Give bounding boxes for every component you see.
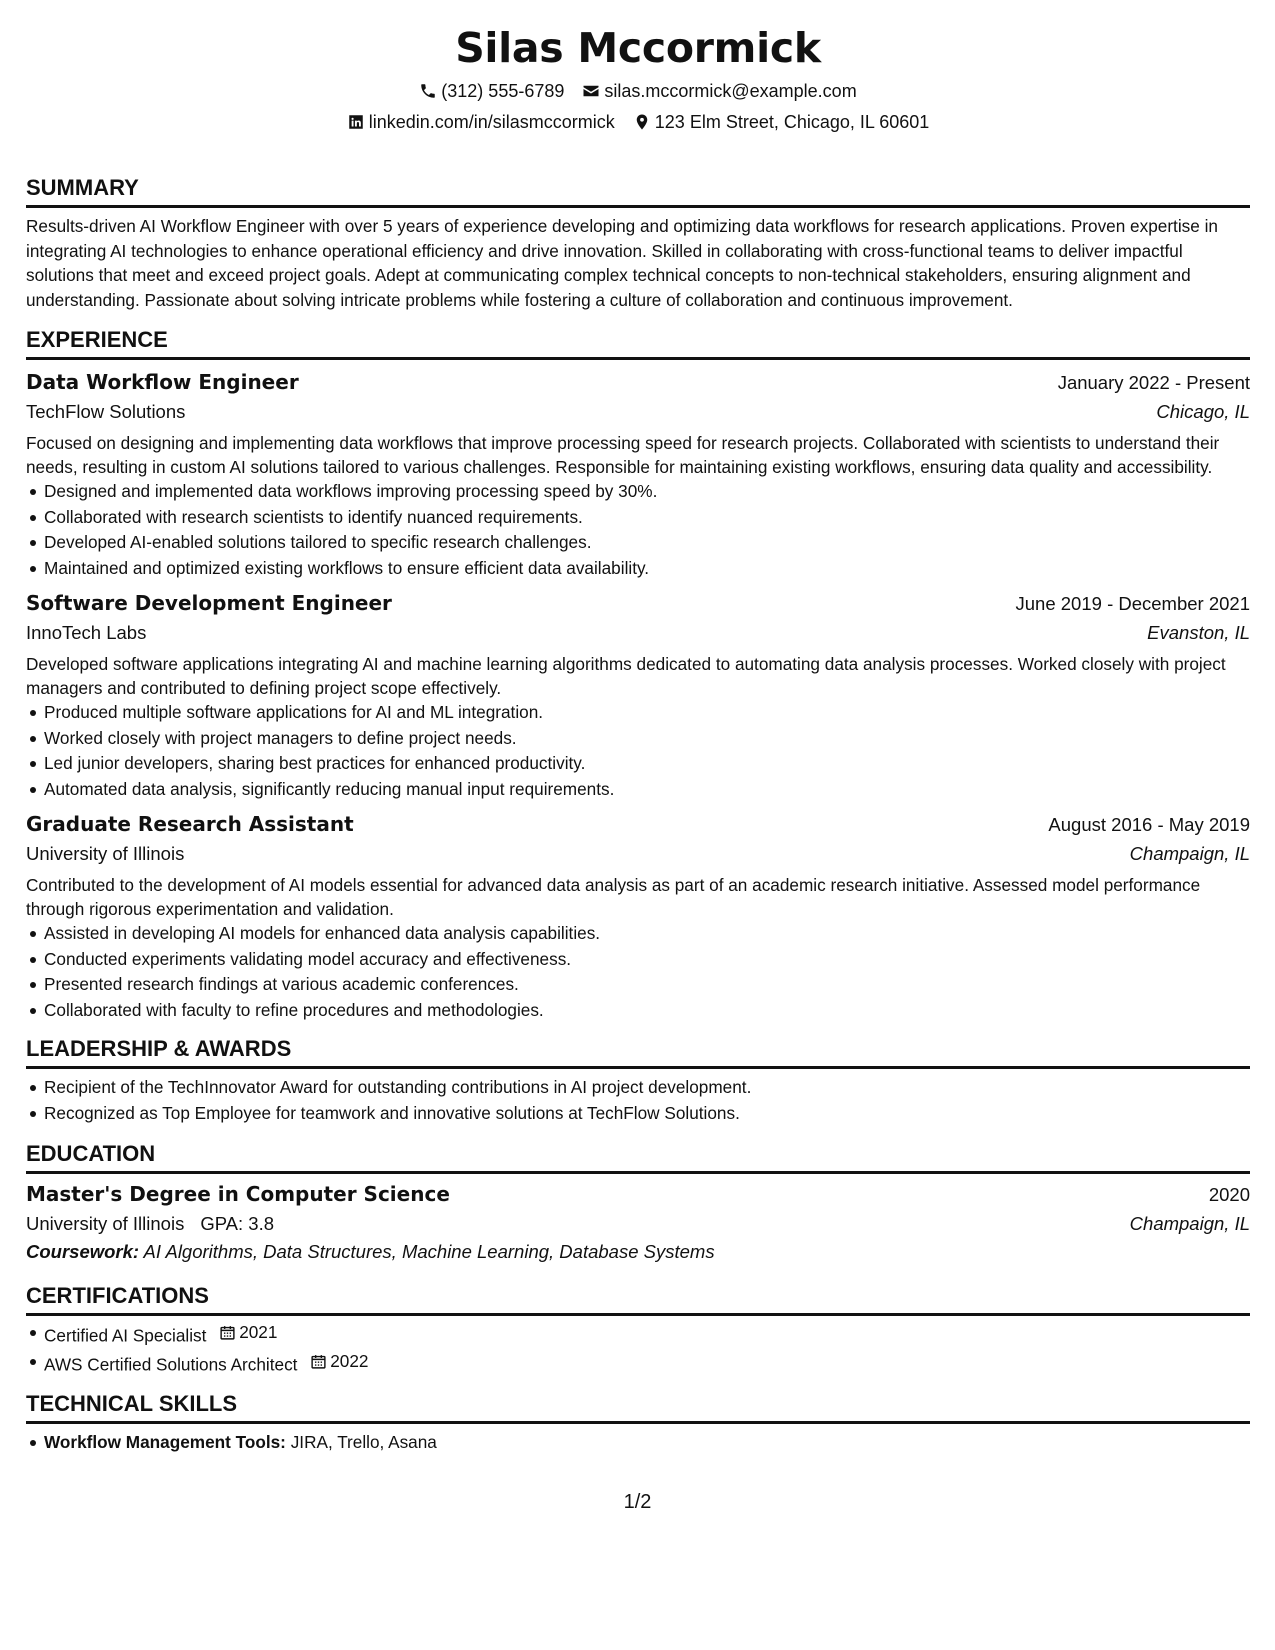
phone-contact [419, 79, 564, 103]
job-dates: January 2022 - Present [1057, 372, 1250, 393]
list-item: Collaborated with research scientists to identify nuanced requirements. [44, 505, 1250, 531]
job-title: Data Workflow Engineer [26, 370, 299, 394]
job-company: TechFlow Solutions [26, 401, 186, 422]
linkedin-icon [347, 113, 365, 131]
job-description: Focused on designing and implementing data workflows that improve processing speed for research projects. Collaborated with scientists to understand their needs, resulting in custom AI solutions tailored to various challenges. Responsible for maintaining existing workflows, ensuring data quality and accessibility. [26, 433, 1220, 477]
skills-list [26, 1430, 1250, 1456]
graduation-year: 2020 [1208, 1184, 1250, 1205]
map-pin-icon [633, 113, 651, 131]
job-bullets [26, 700, 1250, 802]
list-item: Produced multiple software applications for AI and ML integration. [44, 700, 1250, 726]
coursework-label: Coursework: [26, 1241, 140, 1262]
job-description: Developed software applications integrating AI and machine learning algorithms dedicated to automating data analysis processes. Worked closely with project managers and contributed to defining project scope effectively. [26, 654, 1226, 698]
list-item: Worked closely with project managers to define project needs. [44, 726, 1250, 752]
certification-name: Certified AI Specialist [44, 1325, 207, 1346]
address-contact [633, 110, 930, 134]
job-dates: August 2016 - May 2019 [1048, 814, 1250, 835]
certification-year: 2022 [330, 1350, 369, 1371]
school-location: Champaign, IL [1129, 1213, 1250, 1234]
coursework [26, 1238, 1250, 1266]
address-text: 123 Elm Street, Chicago, IL 60601 [654, 112, 930, 132]
list-item: Conducted experiments validating model accuracy and effectiveness. [44, 947, 1250, 973]
resume-name: Silas Mccormick [455, 24, 821, 72]
certifications-section [26, 1282, 1250, 1378]
certification-date [219, 1320, 277, 1346]
skill-item [44, 1430, 1250, 1456]
certification-item [44, 1320, 1250, 1349]
certification-item [44, 1349, 1250, 1378]
list-item: Assisted in developing AI models for enhanced data analysis capabilities. [44, 921, 1250, 947]
job-company: University of Illinois [26, 843, 185, 864]
skill-label: Workflow Management Tools: [44, 1431, 286, 1452]
section-title: EXPERIENCE [26, 326, 1250, 360]
list-item: Led junior developers, sharing best practices for enhanced productivity. [44, 751, 1250, 777]
contact-row-1 [26, 79, 1250, 103]
job-entry [26, 588, 1250, 802]
summary-text: Results-driven AI Workflow Engineer with over 5 years of experience developing and optimizing data workflows for research applications. Proven expertise in integrating AI technologies to enhance operational efficiency and drive innovation. Skilled in collaborating with cross-functional teams to deliver impactful solutions that meet and exceed project goals. Adept at communicating complex technical concepts to non-technical stakeholders, ensuring alignment and understanding. Passionate about solving intricate problems while fostering a culture of collaboration and continuous improvement. [26, 216, 1218, 310]
job-title: Graduate Research Assistant [26, 812, 354, 836]
calendar-icon [219, 1324, 236, 1341]
envelope-icon [582, 82, 600, 100]
section-title: EDUCATION [26, 1140, 1250, 1174]
list-item: Maintained and optimized existing workflows to ensure efficient data availability. [44, 556, 1250, 582]
list-item: Automated data analysis, significantly reducing manual input requirements. [44, 777, 1250, 803]
calendar-icon [310, 1353, 327, 1370]
email-contact[interactable] [582, 79, 856, 103]
list-item: Designed and implemented data workflows improving processing speed by 30%. [44, 479, 1250, 505]
certification-year: 2021 [239, 1322, 278, 1342]
leadership-section [26, 1035, 1250, 1126]
job-entry [26, 367, 1250, 581]
list-item: Collaborated with faculty to refine procedures and methodologies. [44, 998, 1250, 1024]
job-description: Contributed to the development of AI models essential for advanced data analysis as part of an academic research initiative. Assessed model performance through rigorous experimentation and validation. [26, 875, 1201, 919]
job-location: Chicago, IL [1156, 401, 1250, 422]
linkedin-contact[interactable] [347, 110, 615, 134]
job-entry [26, 809, 1250, 1023]
education-entry [26, 1179, 1250, 1266]
email-text[interactable]: silas.mccormick@example.com [604, 81, 857, 101]
summary-section [26, 174, 1250, 312]
contact-row-2 [26, 110, 1250, 134]
phone-text: (312) 555-6789 [441, 81, 565, 101]
page-number: 1/2 [623, 1491, 652, 1513]
gpa: GPA: 3.8 [200, 1213, 275, 1234]
job-bullets [26, 921, 1250, 1023]
list-item: Recipient of the TechInnovator Award for outstanding contributions in AI project development. [44, 1075, 1250, 1101]
phone-icon [419, 82, 437, 100]
certification-date [310, 1349, 368, 1375]
section-title: SUMMARY [26, 174, 1250, 208]
job-location: Evanston, IL [1147, 622, 1250, 643]
skills-section [26, 1390, 1250, 1456]
coursework-list: AI Algorithms, Data Structures, Machine Learning, Database Systems [143, 1241, 715, 1262]
job-location: Champaign, IL [1129, 843, 1250, 864]
section-title: LEADERSHIP & AWARDS [26, 1035, 1250, 1069]
certification-name: AWS Certified Solutions Architect [44, 1354, 298, 1374]
certifications-list [26, 1320, 1250, 1378]
list-item: Recognized as Top Employee for teamwork and innovative solutions at TechFlow Solutions. [44, 1101, 1250, 1127]
job-title: Software Development Engineer [26, 591, 392, 615]
resume-page [26, 0, 1250, 1455]
degree-title: Master's Degree in Computer Science [26, 1182, 450, 1206]
school-name-group [26, 1210, 274, 1238]
education-section [26, 1140, 1250, 1266]
list-item: Developed AI-enabled solutions tailored to specific research challenges. [44, 530, 1250, 556]
school-name: University of Illinois [26, 1213, 185, 1234]
experience-section [26, 326, 1250, 1023]
job-dates: June 2019 - December 2021 [1015, 593, 1250, 614]
section-title: TECHNICAL SKILLS [26, 1390, 1250, 1424]
list-item: Presented research findings at various academic conferences. [44, 972, 1250, 998]
job-bullets [26, 479, 1250, 581]
linkedin-text[interactable]: linkedin.com/in/silasmccormick [368, 112, 615, 132]
awards-list [26, 1075, 1250, 1126]
job-company: InnoTech Labs [26, 622, 147, 643]
section-title: CERTIFICATIONS [26, 1282, 1250, 1316]
skill-value: JIRA, Trello, Asana [290, 1431, 437, 1452]
